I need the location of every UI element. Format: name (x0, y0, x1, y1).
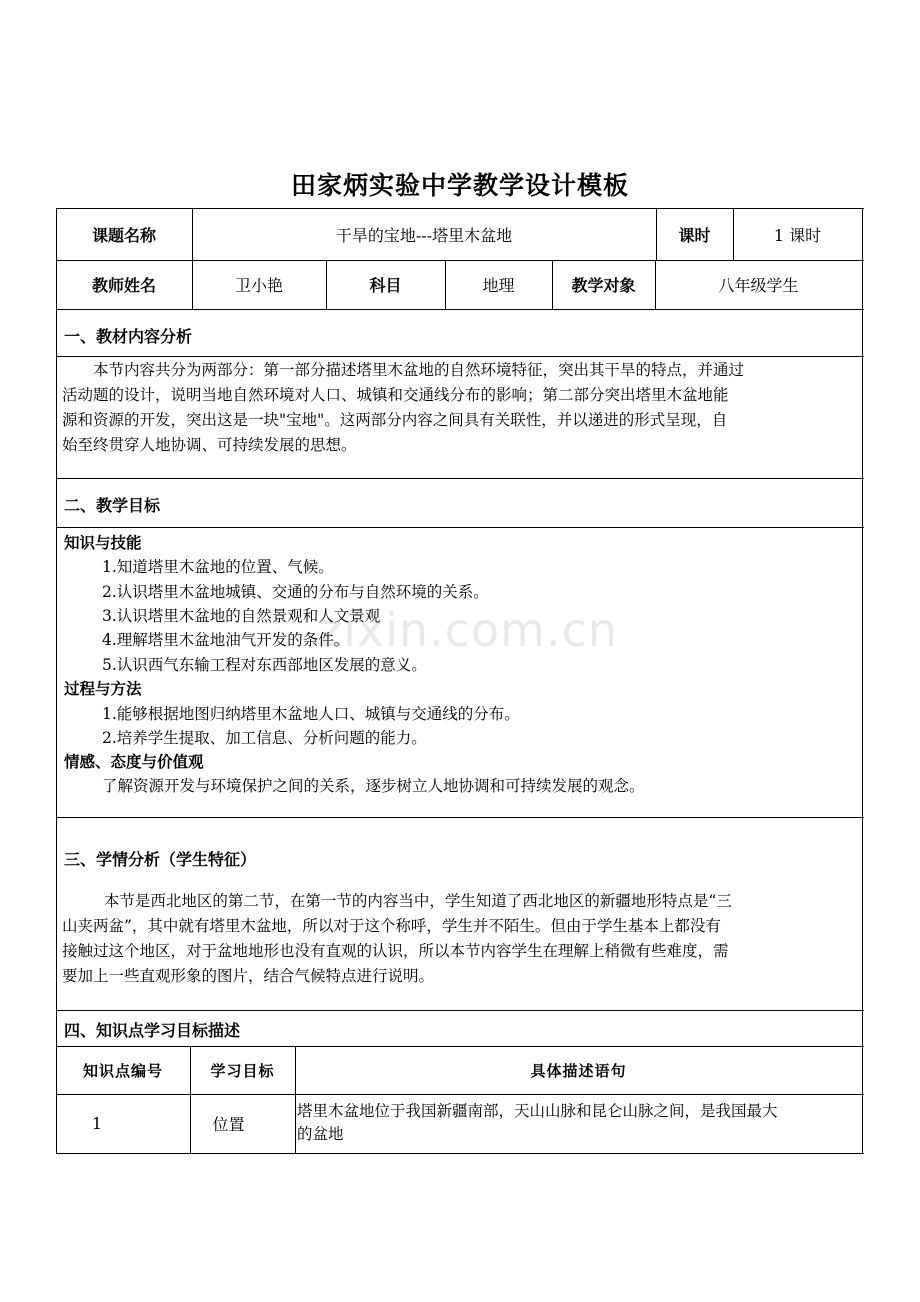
section-heading-teaching-goals: 二、教学目标 (64, 496, 161, 515)
list-item: 3.认识塔里木盆地的自然景观和人文景观 (102, 607, 381, 625)
row-divider (56, 1094, 864, 1095)
knowledge-no-cell: 1 (91, 1114, 103, 1133)
text-line: 山夹两盆”，其中就有塔里木盆地，所以对于这个称呼，学生并不陌生。但由于学生基本上都没有 (62, 917, 721, 935)
target-label: 教学对象 (571, 276, 636, 295)
text-line: 源和资源的开发，突出这是一块"宝地"。这两部分内容之间具有关联性，并以递进的形式呈现，自 (62, 411, 728, 429)
text-line: 本节内容共分为两部分：第一部分描述塔里木盆地的自然环境特征，突出其干旱的特点，并通过 (93, 361, 745, 379)
learner-analysis-text (62, 889, 858, 989)
text-line: 始至终贯穿人地协调、可持续发展的思想。 (62, 436, 357, 454)
subject-value: 地理 (482, 276, 515, 295)
process-methods-heading: 过程与方法 (64, 680, 142, 698)
table-border-bottom (56, 1153, 864, 1154)
subject-label: 科目 (369, 276, 402, 295)
row-divider (56, 817, 864, 818)
col-header-description: 具体描述语句 (530, 1061, 627, 1080)
list-item: 1.知道塔里木盆地的位置、气候。 (102, 558, 334, 576)
teacher-label: 教师姓名 (91, 276, 156, 295)
attitude-text: 了解资源开发与环境保护之间的关系，逐步树立人地协调和可持续发展的观念。 (102, 777, 645, 795)
table-border-left (56, 208, 57, 1154)
text-line: 活动题的设计，说明当地自然环境对人口、城镇和交通线分布的影响；第二部分突出塔里木盆地能 (62, 386, 729, 404)
watermark: zixin.com.cn (318, 603, 619, 657)
text-line: 要加上一些直观形象的图片，结合气候特点进行说明。 (62, 967, 435, 985)
page-title: 田家炳实验中学教学设计模板 (290, 171, 629, 200)
text-line: 本节是西北地区的第二节，在第一节的内容当中，学生知道了西北地区的新疆地形特点是“三 (103, 892, 732, 910)
section-heading-learner-analysis: 三、学情分析（学生特征） (64, 850, 257, 869)
list-item: 1.能够根据地图归纳塔里木盆地人口、城镇与交通线的分布。 (102, 705, 520, 723)
hours-label: 课时 (678, 225, 711, 245)
topic-label: 课题名称 (91, 225, 156, 245)
table-border-right (862, 208, 863, 1154)
col-header-learning-goal: 学习目标 (210, 1061, 275, 1080)
row-divider (56, 356, 864, 357)
hours-value: 1 课时 (773, 225, 822, 245)
teacher-value: 卫小艳 (234, 276, 283, 295)
list-item: 2.培养学生提取、加工信息、分析问题的能力。 (102, 729, 427, 747)
row-divider (56, 478, 864, 479)
list-item: 2.认识塔里木盆地城镇、交通的分布与自然环境的关系。 (102, 583, 489, 601)
list-item: 4.理解塔里木盆地油气开发的条件。 (102, 631, 350, 649)
row-divider (56, 1010, 864, 1011)
topic-value: 干旱的宝地---塔里木盆地 (335, 225, 513, 245)
text-line: 塔里木盆地位于我国新疆南部，天山山脉和昆仑山脉之间，是我国最大 (297, 1102, 778, 1120)
content-analysis-text (62, 358, 858, 458)
section-heading-content-analysis: 一、教材内容分析 (64, 327, 193, 346)
lesson-plan-table (56, 208, 864, 1154)
learning-goal-cell: 位置 (212, 1115, 245, 1134)
col-header-knowledge-no: 知识点编号 (82, 1061, 163, 1080)
list-item: 5.认识西气东输工程对东西部地区发展的意义。 (102, 656, 427, 674)
target-value: 八年级学生 (718, 276, 799, 295)
row-divider (56, 309, 864, 310)
text-line: 接触过这个地区，对于盆地地形也没有直观的认识，所以本节内容学生在理解上稍微有些难度，需 (62, 942, 729, 960)
row-divider (56, 527, 864, 528)
section-heading-knowledge-points: 四、知识点学习目标描述 (64, 1021, 241, 1040)
attitude-values-heading: 情感、态度与价值观 (64, 753, 204, 771)
knowledge-skills-heading: 知识与技能 (64, 534, 142, 552)
text-line: 的盆地 (297, 1125, 344, 1143)
description-cell (297, 1100, 861, 1146)
